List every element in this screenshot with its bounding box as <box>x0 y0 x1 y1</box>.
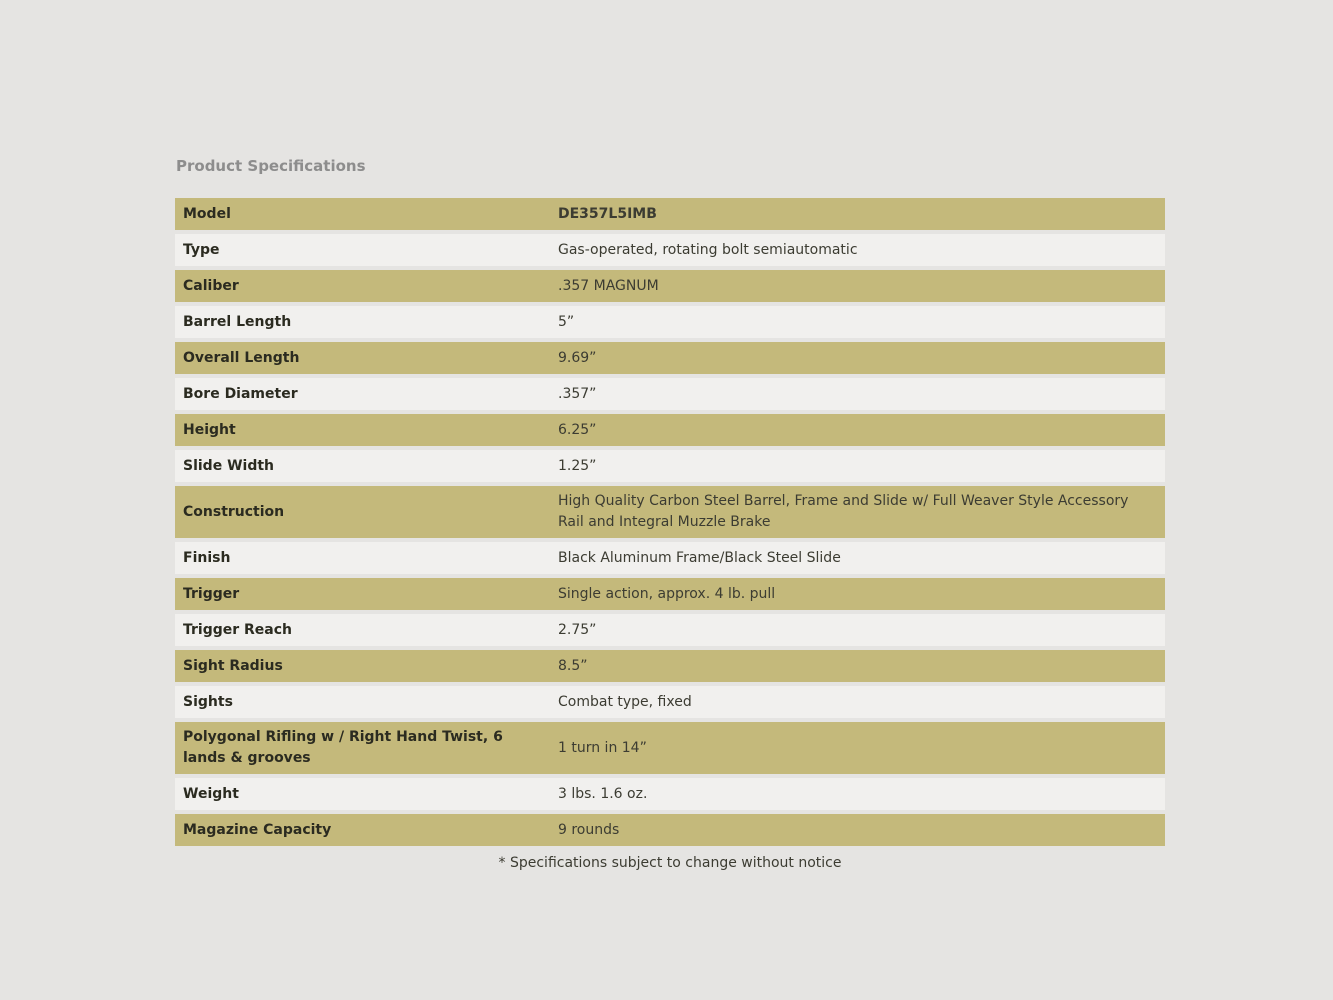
spec-value: 9.69” <box>558 349 597 366</box>
spec-footnote: * Specifications subject to change without notice <box>498 855 842 871</box>
spec-label: Type <box>183 241 220 258</box>
spec-value: Black Aluminum Frame/Black Steel Slide <box>558 549 841 566</box>
spec-value: .357” <box>558 385 597 402</box>
spec-label: Magazine Capacity <box>183 821 332 838</box>
table-row <box>175 378 1165 410</box>
table-row <box>175 306 1165 338</box>
spec-value: 8.5” <box>558 657 588 674</box>
table-row <box>175 234 1165 266</box>
table-row <box>175 686 1165 718</box>
spec-label: Caliber <box>183 277 239 294</box>
spec-label: Sight Radius <box>183 657 283 674</box>
page-title: Product Specifications <box>176 157 366 175</box>
spec-label: Trigger Reach <box>183 621 293 638</box>
table-row <box>175 650 1165 682</box>
spec-label: Polygonal Rifling w / Right Hand Twist, 6 lands & grooves <box>183 729 503 766</box>
table-row <box>175 486 1165 538</box>
spec-value: Combat type, fixed <box>558 693 692 710</box>
spec-value: 5” <box>558 313 575 330</box>
spec-label: Height <box>183 421 236 438</box>
spec-value: 6.25” <box>558 421 597 438</box>
spec-label: Model <box>183 205 231 222</box>
spec-value: 1.25” <box>558 457 597 474</box>
spec-label: Bore Diameter <box>183 385 298 402</box>
spec-value: Gas-operated, rotating bolt semiautomatic <box>558 241 858 258</box>
spec-value: .357 MAGNUM <box>558 277 659 294</box>
spec-value: 1 turn in 14” <box>558 739 647 756</box>
table-row <box>175 342 1165 374</box>
spec-value: 9 rounds <box>558 821 620 838</box>
spec-label: Trigger <box>183 585 240 602</box>
table-row <box>175 814 1165 846</box>
table-row <box>175 614 1165 646</box>
spec-label: Overall Length <box>183 349 300 366</box>
spec-value: 3 lbs. 1.6 oz. <box>558 785 648 802</box>
table-row <box>175 542 1165 574</box>
table-row <box>175 578 1165 610</box>
spec-table <box>175 198 1165 850</box>
spec-label: Slide Width <box>183 457 274 474</box>
spec-label: Construction <box>183 503 285 520</box>
spec-label: Weight <box>183 785 239 802</box>
table-row <box>175 270 1165 302</box>
table-row <box>175 450 1165 482</box>
spec-value: High Quality Carbon Steel Barrel, Frame and Slide w/ Full Weaver Style Accessory Rail and Integral Muzzle Brake <box>558 493 1129 530</box>
spec-label: Sights <box>183 693 233 710</box>
table-row <box>175 414 1165 446</box>
spec-label: Barrel Length <box>183 313 292 330</box>
spec-label: Finish <box>183 549 231 566</box>
table-row <box>175 198 1165 230</box>
spec-value: 2.75” <box>558 621 597 638</box>
spec-value: Single action, approx. 4 lb. pull <box>558 585 776 602</box>
spec-value: DE357L5IMB <box>558 205 657 222</box>
table-row <box>175 778 1165 810</box>
table-row <box>175 722 1165 774</box>
